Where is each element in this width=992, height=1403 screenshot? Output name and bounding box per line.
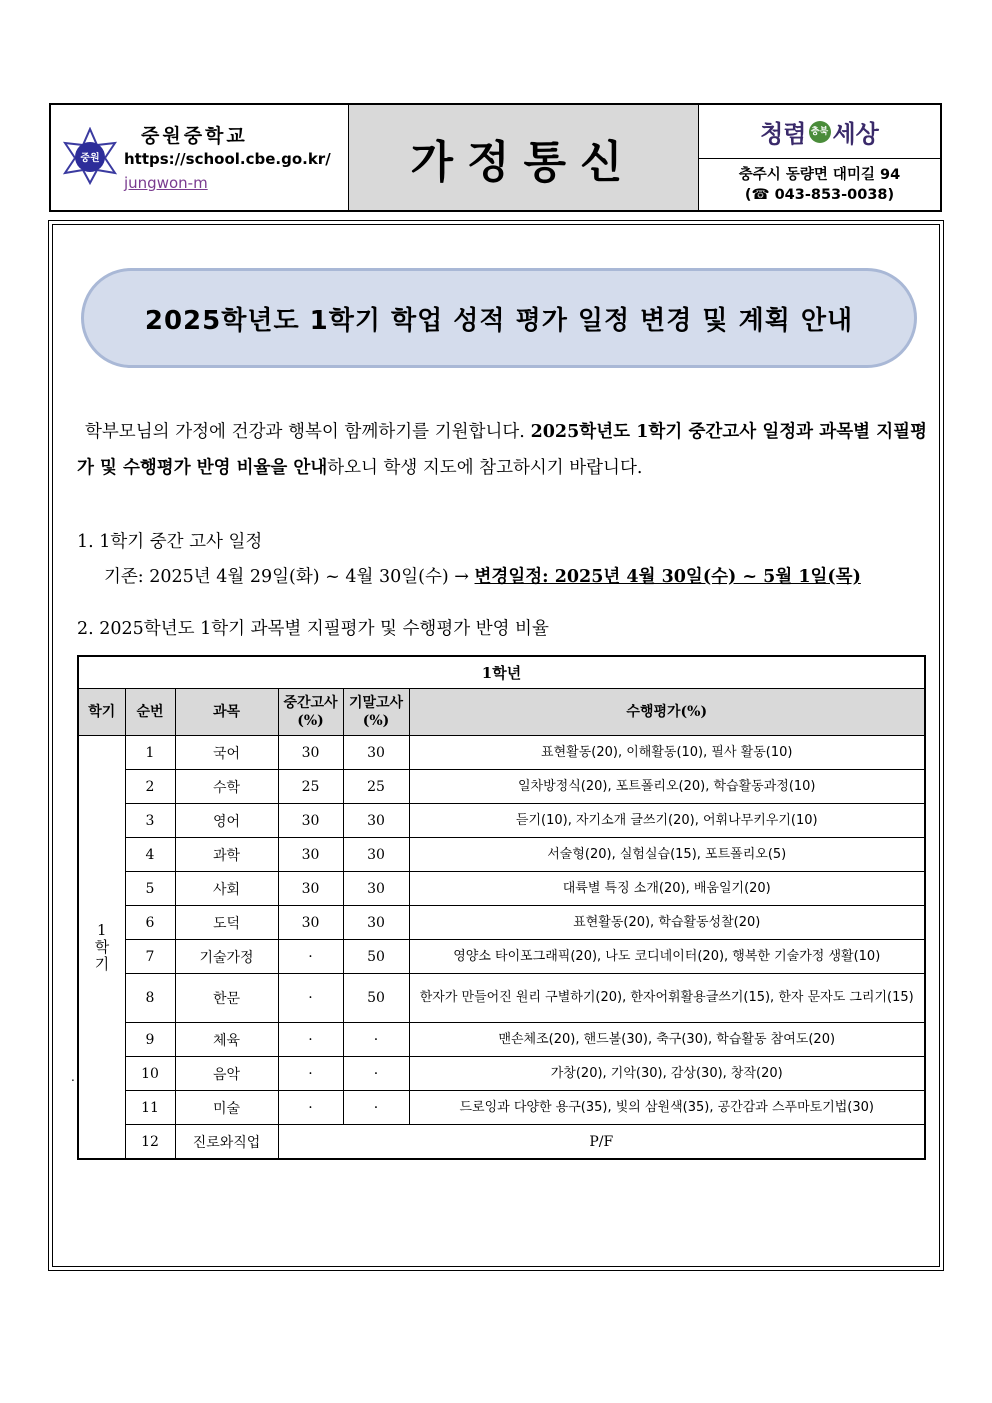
row-final: 25 [343, 770, 409, 804]
row-no: 6 [125, 906, 175, 940]
row-midterm: · [278, 974, 343, 1023]
row-subject: 음악 [175, 1057, 278, 1091]
row-midterm: 30 [278, 736, 343, 770]
row-midterm: · [278, 1023, 343, 1057]
row-midterm: · [278, 940, 343, 974]
header-midterm: 중간고사 (%) [278, 689, 343, 736]
schedule-changed: 변경일정: 2025년 4월 30일(수) ~ 5월 1일(목) [474, 567, 861, 587]
row-result: P/F [278, 1125, 925, 1160]
grade-title: 1학년 [78, 656, 925, 689]
row-subject: 한문 [175, 974, 278, 1023]
row-final: 30 [343, 906, 409, 940]
letterhead [49, 103, 942, 212]
row-performance: 드로잉과 다양한 용구(35), 빛의 삼원색(35), 공간감과 스푸마토기법(30) [409, 1091, 925, 1125]
row-subject: 영어 [175, 804, 278, 838]
school-info [51, 105, 349, 210]
table-row [78, 940, 925, 974]
row-final: 50 [343, 940, 409, 974]
row-performance: 서술형(20), 실험실습(15), 포트폴리오(5) [409, 838, 925, 872]
slogan-right: 세상 [832, 119, 879, 148]
row-subject: 사회 [175, 872, 278, 906]
row-performance: 영양소 타이포그래픽(20), 나도 코디네이터(20), 행복한 기술가정 생활(10) [409, 940, 925, 974]
row-midterm: 25 [278, 770, 343, 804]
row-no: 1 [125, 736, 175, 770]
row-performance: 일차방정식(20), 포트폴리오(20), 학습활동과정(10) [409, 770, 925, 804]
row-midterm: · [278, 1091, 343, 1125]
header-semester: 학기 [78, 689, 125, 736]
row-final: 30 [343, 872, 409, 906]
row-performance: 표현활동(20), 이해활동(10), 필사 활동(10) [409, 736, 925, 770]
header-performance: 수행평가(%) [409, 689, 925, 736]
row-final: · [343, 1091, 409, 1125]
row-midterm: 30 [278, 838, 343, 872]
doc-title-cell [349, 105, 699, 210]
intro-text-2: 하오니 학생 지도에 참고하시기 바랍니다. [327, 458, 643, 478]
notice-title-banner [81, 268, 917, 368]
row-midterm: · [278, 1057, 343, 1091]
row-no: 11 [125, 1091, 175, 1125]
row-no: 5 [125, 872, 175, 906]
row-no: 2 [125, 770, 175, 804]
row-performance: 대륙별 특징 소개(20), 배움일기(20) [409, 872, 925, 906]
row-subject: 진로와직업 [175, 1125, 278, 1160]
schedule-change [104, 563, 861, 588]
phone: (☎ 043-853-0038) [744, 186, 895, 203]
slogan-logo [699, 105, 940, 159]
section1-heading: 1. 1학기 중간 고사 일정 [77, 532, 263, 552]
school-url[interactable]: https://school.cbe.go.kr/ [124, 150, 331, 168]
intro-bold: 2025학년도 1학기 중간고사 일정과 과목별 지필평가 및 수행평가 반영 비율을 안내 [77, 422, 927, 478]
semester-label: 1 학 기 [94, 920, 110, 973]
row-performance: 맨손체조(20), 핸드볼(30), 축구(30), 학습활동 참여도(20) [409, 1023, 925, 1057]
row-subject: 수학 [175, 770, 278, 804]
doc-title: 가정통신 [410, 136, 637, 188]
table-row [78, 770, 925, 804]
intro-text-1: 학부모님의 가정에 건강과 행복이 함께하기를 기원합니다. [85, 422, 531, 442]
intro-paragraph [77, 414, 927, 486]
row-final: · [343, 1057, 409, 1091]
row-performance: 가창(20), 기악(30), 감상(30), 창작(20) [409, 1057, 925, 1091]
notice-title: 2025학년도 1학기 학업 성적 평가 일정 변경 및 계획 안내 [144, 305, 854, 336]
semester-cell [78, 736, 125, 1160]
row-no: 3 [125, 804, 175, 838]
row-midterm: 30 [278, 872, 343, 906]
header-final: 기말고사 (%) [343, 689, 409, 736]
school-id-link[interactable]: jungwon-m [124, 174, 208, 192]
stray-mark: . [71, 1070, 75, 1084]
row-no: 7 [125, 940, 175, 974]
header-subject: 과목 [175, 689, 278, 736]
table-row [78, 838, 925, 872]
row-midterm: 30 [278, 906, 343, 940]
contact-cell [699, 105, 940, 210]
evaluation-table [77, 655, 926, 1160]
row-subject: 국어 [175, 736, 278, 770]
emblem-label: 중원 [80, 153, 100, 164]
row-final: · [343, 1023, 409, 1057]
row-final: 30 [343, 804, 409, 838]
row-no: 8 [125, 974, 175, 1023]
row-final: 30 [343, 736, 409, 770]
schedule-existing: 기존: 2025년 4월 29일(화) ~ 4월 30일(수) → [104, 567, 475, 587]
slogan-mark-icon: 충북 [809, 121, 831, 143]
row-performance: 듣기(10), 자기소개 글쓰기(20), 어휘나무키우기(10) [409, 804, 925, 838]
row-no: 12 [125, 1125, 175, 1160]
row-no: 10 [125, 1057, 175, 1091]
row-subject: 도덕 [175, 906, 278, 940]
slogan-left: 청렴 [760, 119, 807, 148]
row-no: 9 [125, 1023, 175, 1057]
contact-info [699, 159, 940, 210]
table-row [78, 804, 925, 838]
row-subject: 기술가정 [175, 940, 278, 974]
table-row [78, 906, 925, 940]
header-no: 순번 [125, 689, 175, 736]
table-row [78, 1091, 925, 1125]
section2-heading: 2. 2025학년도 1학기 과목별 지필평가 및 수행평가 반영 비율 [77, 619, 549, 639]
row-final: 30 [343, 838, 409, 872]
table-row [78, 736, 925, 770]
table-header-row [78, 689, 925, 736]
row-subject: 미술 [175, 1091, 278, 1125]
row-subject: 과학 [175, 838, 278, 872]
table-row [78, 974, 925, 1023]
address: 충주시 동량면 대미길 94 [738, 166, 901, 183]
table-row [78, 1125, 925, 1160]
school-emblem-icon [61, 127, 119, 185]
slogan [760, 114, 879, 149]
row-final: 50 [343, 974, 409, 1023]
table-row [78, 1057, 925, 1091]
row-midterm: 30 [278, 804, 343, 838]
row-performance: 한자가 만들어진 원리 구별하기(20), 한자어휘활용글쓰기(15), 한자 문자도 그리기(15) [409, 974, 925, 1023]
table-row [78, 1023, 925, 1057]
table-row [78, 872, 925, 906]
row-performance: 표현활동(20), 학습활동성찰(20) [409, 906, 925, 940]
row-no: 4 [125, 838, 175, 872]
row-subject: 체육 [175, 1023, 278, 1057]
school-name: 중원중학교 [141, 125, 248, 147]
